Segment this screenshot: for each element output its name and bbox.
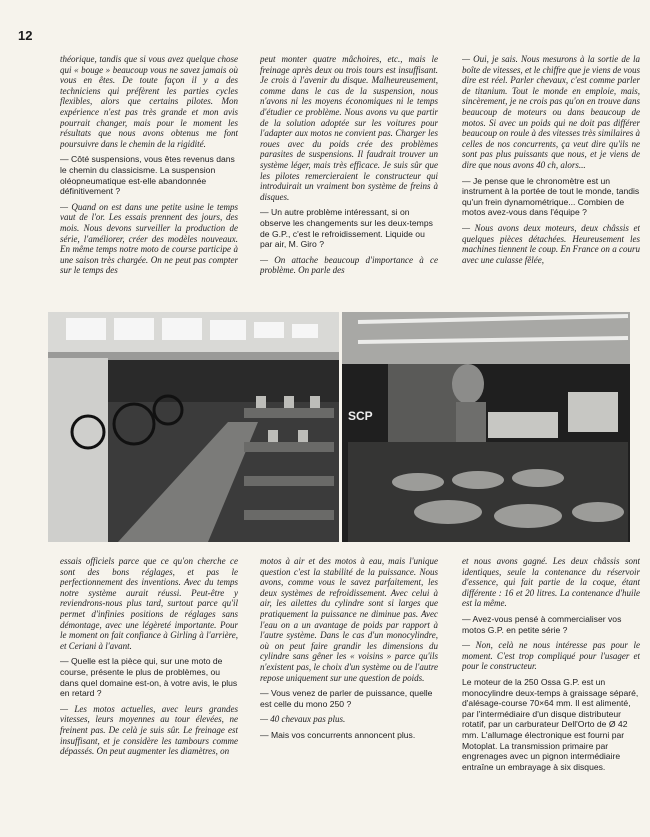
top-column-1: [60, 54, 238, 304]
answer-paragraph: — Les motos actuelles, avec leurs grandes vitesses, leurs moyennes au tour élevées, ne freinent pas. De celà je suis sûr. Le freinage est insuffisant, et je considère les tambours comme dépassés. On peut augmenter les diamètres, on: [60, 703, 238, 757]
answer-paragraph: peut monter quatre mâchoires, etc., mais le freinage après deux ou trois tours est insuffisant. Je crois à l'avenir du disque. Malheureusement, comme dans le cas de la suspension, nous n'avons ni les moyens économiques ni le temps d'étudier ce problème. Nous avons vu que partir de la solution adoptée sur les voitures pour l'adapter aux motos ne convient pas. Charger les roues avec du poids crée des problèmes parasites de suspensions. Il faudrait trouver un système léger, mais très efficace. Je suis sûr que les pilotes remercieraient le constructeur qui introduirait un vraiment bon système de freins à disques.: [260, 54, 438, 202]
top-column-2: [260, 54, 438, 304]
answer-paragraph: — Non, celà ne nous intéresse pas pour le moment. C'est trop compliqué pour l'usager et pour le constructeur.: [462, 640, 640, 672]
bottom-column-1: [60, 556, 238, 828]
question-paragraph: — Je pense que le chronomètre est un instrument à la portée de tout le monde, tandis qu'un frein dynamométrique... Combien de motos avez-vous dans l'équipe ?: [462, 175, 640, 218]
engine-description-paragraph: Le moteur de la 250 Ossa G.P. est un monocylindre deux-temps à graissage séparé, d'alésage-course 70×64 mm. Il est alimenté, par l'intermédiaire d'un disque distributeur rotatif, par un carburateur Dell'Orto de Ø 42 mm. L'allumage électronique est fourni par Motoplat. La transmission primaire par engrenages avec un pignon intermédiaire entraîne un embrayage à six disques.: [462, 676, 639, 772]
answer-paragraph: — Nous avons deux moteurs, deux châssis et quelques pièces détachées. Heureusement les machines tiennent le coup. En France on a couru avec une culasse fêlée,: [462, 222, 640, 265]
page-number: 12: [18, 28, 33, 43]
workshop-photo: [48, 312, 630, 542]
question-paragraph: — Quelle est la pièce qui, sur une moto de course, présente le plus de problèmes, ou dans quel domaine est-on, à votre avis, le plus en retard ?: [60, 656, 238, 699]
question-paragraph: — Avez-vous pensé à commercialiser vos motos G.P. en petite série ?: [462, 613, 622, 635]
question-paragraph: — Côté suspensions, vous êtes revenus dans le chemin du classicisme. La suspension oléopneumatique est-elle abandonnée définitivement ?: [60, 154, 235, 197]
question-paragraph: — Vous venez de parler de puissance, quelle est celle du mono 250 ?: [260, 688, 433, 709]
bottom-text-columns: [60, 556, 640, 828]
photo-watermark: SCP: [348, 409, 373, 423]
top-text-columns: [60, 54, 640, 304]
question-paragraph: — Un autre problème intéressant, si on observe les changements sur les deux-temps de G.P., c'est le refroidissement. Liquide ou par air, M. Giro ?: [260, 207, 433, 250]
answer-paragraph: — Oui, je sais. Nous mesurons à la sortie de la boîte de vitesses, et le chiffre que je viens de vous dire est réel. Parler chevaux, c'est comme parler de titanium. Tout le monde en emploie, mais, sincèrement, je ne crois pas qu'on en trouve dans beaucoup de moteurs ou dans beaucoup de motos. Si avec un poids qui ne doit pas différer beaucoup on roule à des vitesses très similaires à celles de nos concurrents, ça veut dire qu'ils ne sont pas plus puissants que nous, et je viens de dire que nous avons 40 ch, alors...: [462, 54, 640, 170]
answer-paragraph: — On attache beaucoup d'importance à ce problème. On parle des: [260, 254, 438, 276]
answer-paragraph: et nous avons gagné. Les deux châssis sont identiques, seule la contenance du réservoir d'essence, qui fait partie de la coque, étant différente : 16 et 20 litres. La contenance d'huile est la même.: [462, 556, 640, 609]
answer-paragraph: — Quand on est dans une petite usine le temps vaut de l'or. Les essais prennent des jours, des mois. Nous devons surveiller la production de série, l'améliorer, créer des modèles nouveaux. En même temps notre moto de course participe à une saison très chargée. On ne peut pas compter sur le temps des: [60, 201, 238, 276]
question-paragraph: — Mais vos concurrents annoncent plus.: [260, 729, 416, 740]
workshop-photo-illustration: [48, 312, 630, 542]
top-column-3: [462, 54, 640, 304]
bottom-column-2: [260, 556, 438, 828]
answer-paragraph: — 40 chevaux pas plus.: [260, 714, 346, 725]
bottom-column-3: [462, 556, 640, 828]
answer-paragraph: essais officiels parce que ce qu'on cherche ce sont des bons réglages, et pas le perfectionnement des inventions. Avec du temps notre système aurait réussi. Peut-être y reviendrons-nous plus tard, surtout parce qu'il permet d'infinies positions de réglages sans démontage, avec une légèreté importante. Pour le moment on fait confiance à Girling à l'arrière, et Ceriani à l'avant.: [60, 556, 238, 651]
answer-paragraph: motos à air et des motos à eau, mais l'unique question c'est la stabilité de la puissance. Nous avons, comme vous le savez parfaitement, les deux systèmes de refroidissement. Avec celui à air, les ailettes du cylindre sont si larges que pratiquement la puissance ne diminue pas. Avec l'eau on a un avantage de poids par rapport à l'autre système. Dans le cas d'un monocylindre, où on peut faire grandir les dimensions du cylindre sans gêner les « voisins » parce qu'ils n'existent pas, le choix d'un système ou de l'autre repose uniquement sur une question de poids.: [260, 556, 438, 683]
answer-paragraph: théorique, tandis que si vous avez quelque chose qui « bouge » beaucoup vous ne savez jamais où vous en êtes. De toute façon il y a des techniciens qui préfèrent les parties cycles flexibles, alors que certains pilotes. Mon expérience n'est pas très grande et mon avis pourrait changer, mais pour le moment les résultats que nous avons obtenus me font poursuivre dans le chemin de la rigidité.: [60, 54, 238, 149]
